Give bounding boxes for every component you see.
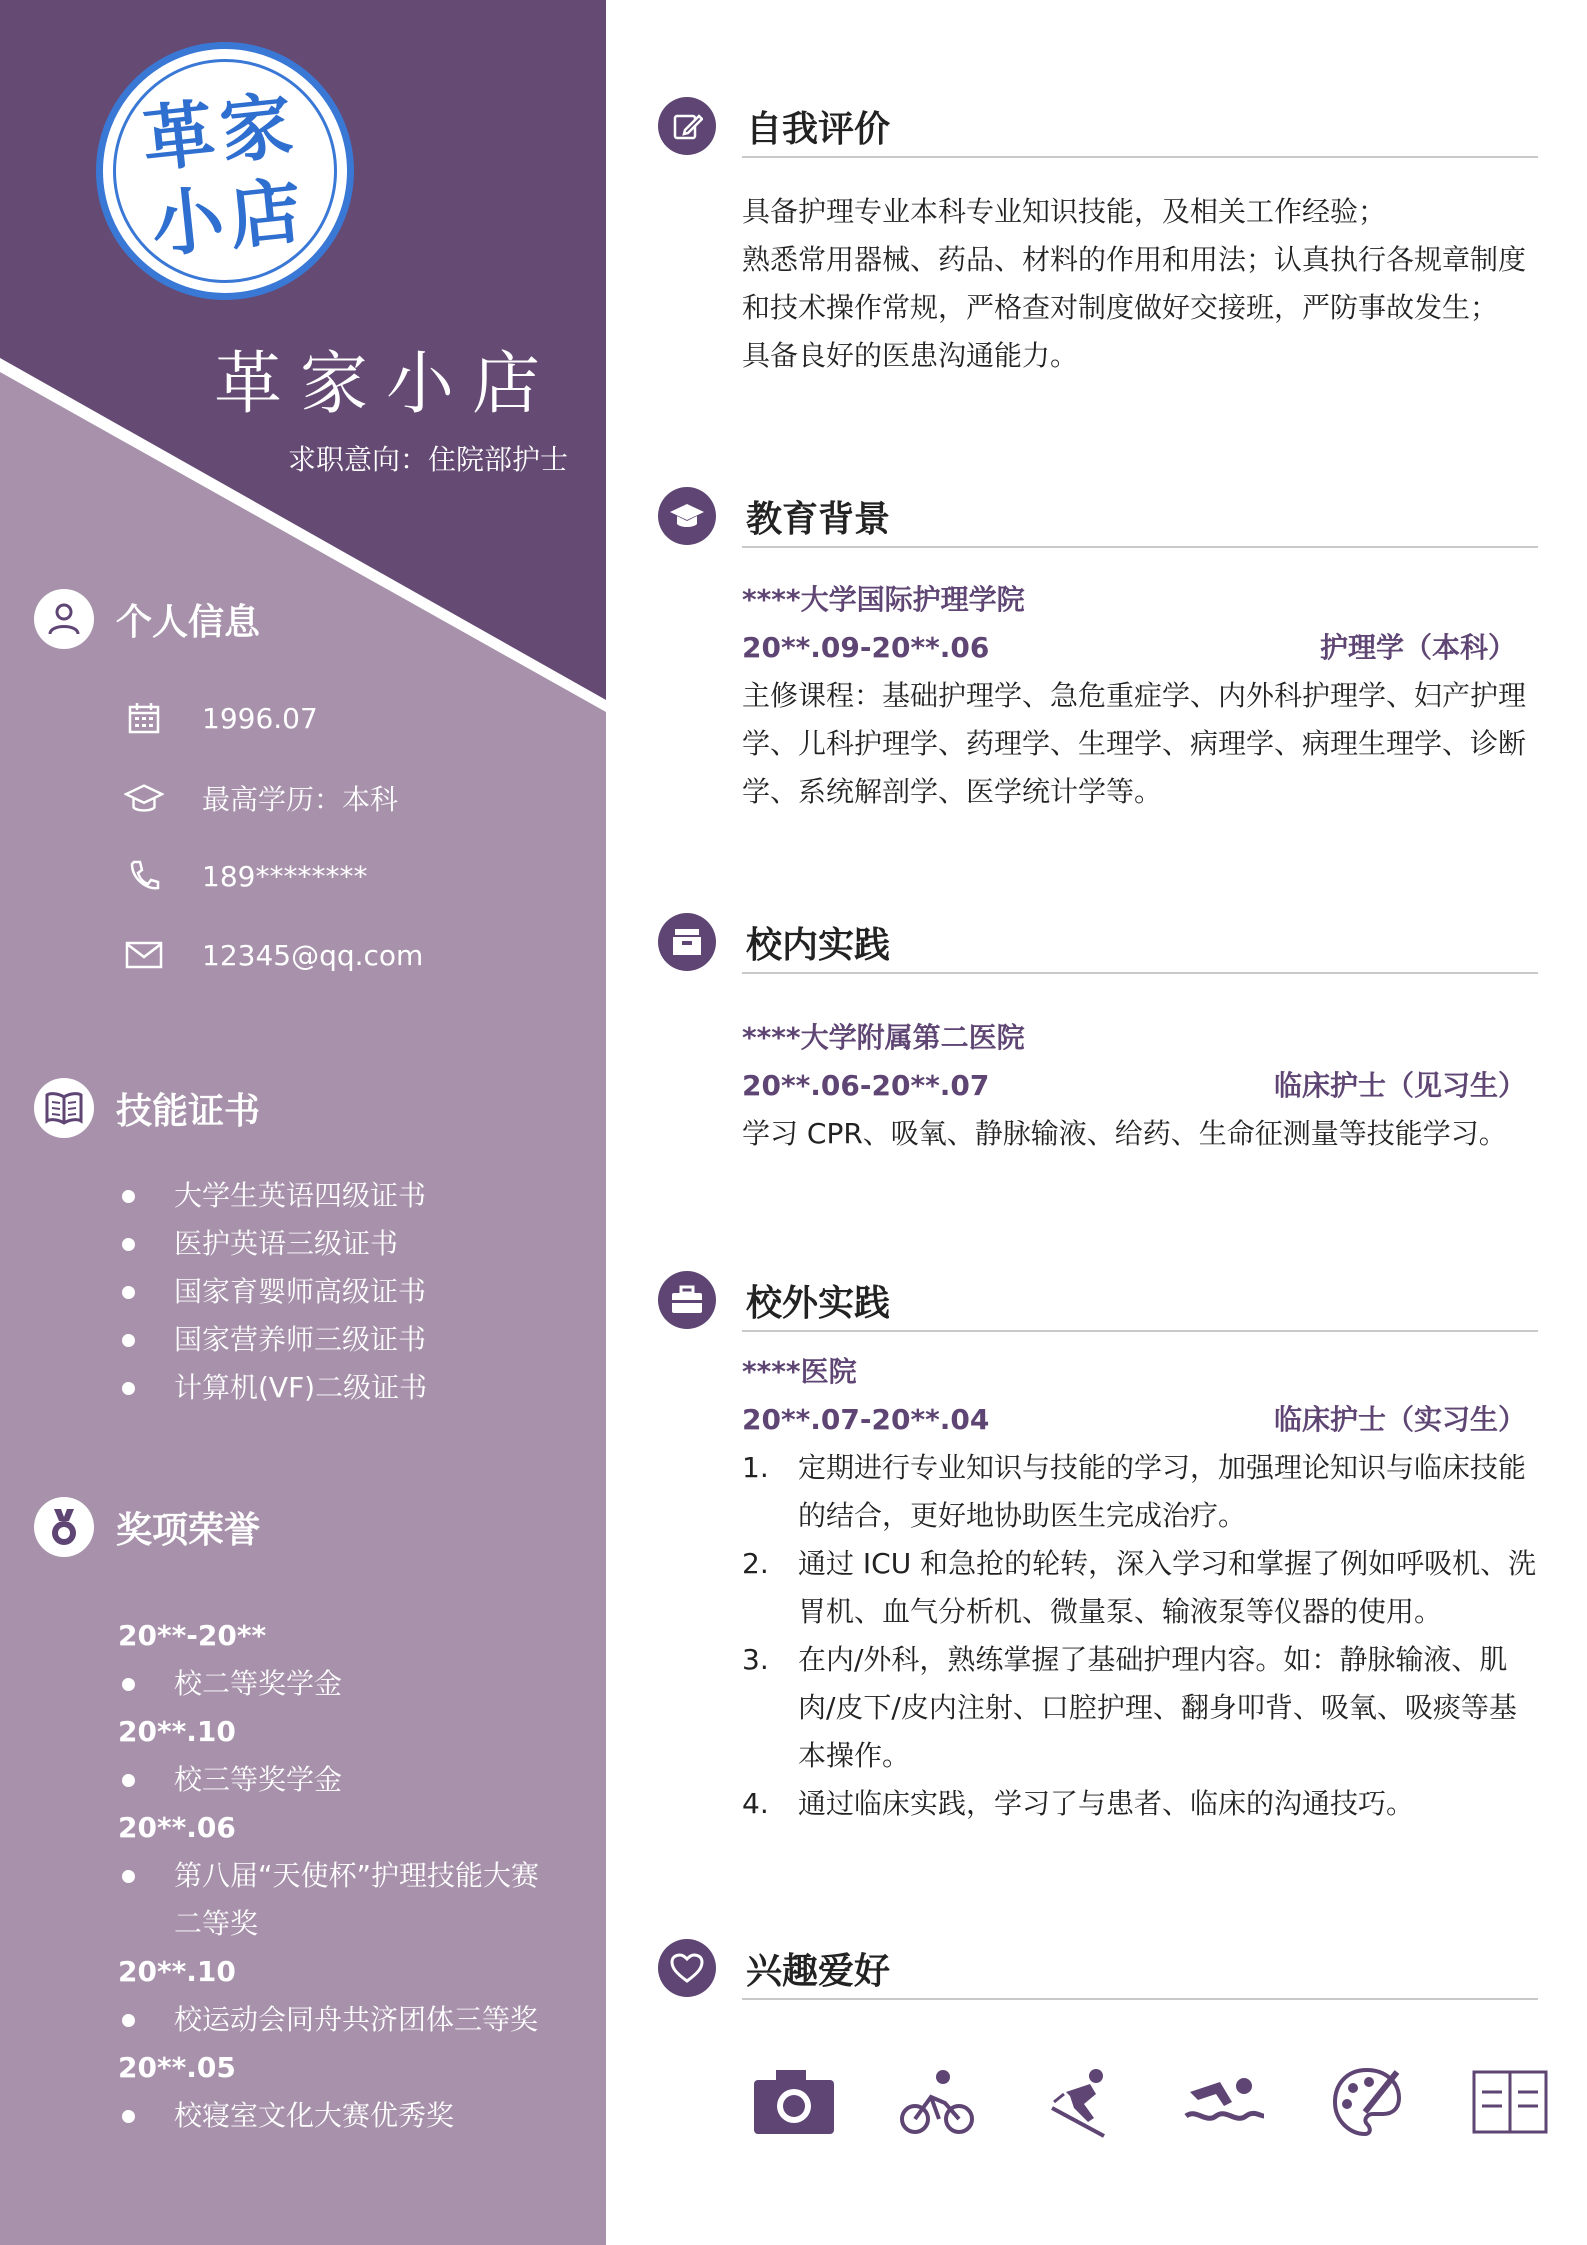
campus-description: 学习 CPR、吸氧、静脉输液、给药、生命征测量等技能学习。 [742, 1117, 1507, 1150]
phone-value: 189******** [202, 859, 368, 893]
skills-title: 技能证书 [116, 1090, 261, 1132]
campus-organization: ****大学附属第二医院 [742, 1021, 1025, 1054]
award-date: 20**.06 [118, 1811, 236, 1844]
list-item: 3. 在内/外科，熟练掌握了基础护理内容。如：静脉输液、肌肉/皮下/皮内注射、口腔护理、翻身叩背、吸氧、吸痰等基本操作。 [742, 1643, 1517, 1772]
campus-period: 20**.06-20**.07 [742, 1069, 990, 1102]
education-title: 教育背景 [746, 498, 891, 540]
self-evaluation-title: 自我评价 [746, 108, 891, 150]
phone-row [124, 856, 367, 896]
painting-icon [1325, 2062, 1409, 2142]
education-period: 20**.09-20**.06 [742, 631, 990, 664]
edit-icon [658, 97, 716, 155]
birth-value: 1996.07 [202, 701, 318, 735]
external-role: 临床护士（实习生） [1273, 1403, 1526, 1436]
award-date: 20**-20** [118, 1619, 267, 1652]
external-practice-title: 校外实践 [746, 1282, 891, 1324]
list-item: 4. 通过临床实践，学习了与患者、临床的沟通技巧。 [742, 1787, 1415, 1820]
candidate-name: 革家小店 [213, 345, 558, 424]
personal-info-heading [34, 589, 260, 649]
education-value: 最高学历：本科 [202, 783, 399, 816]
award-date: 20**.10 [118, 1715, 236, 1748]
skill-item: 医护英语三级证书 [118, 1220, 427, 1268]
email-value: 12345@qq.com [202, 938, 424, 972]
hobbies-title: 兴趣爱好 [746, 1950, 891, 1992]
logo-text-line1: 革家 [138, 81, 303, 183]
skill-item: 大学生英语四级证书 [118, 1172, 427, 1220]
divider [742, 1330, 1538, 1332]
email-row [124, 935, 423, 975]
divider [742, 546, 1538, 548]
awards-list [118, 1612, 578, 2140]
award-date: 20**.05 [118, 2051, 236, 2084]
hobbies-section [658, 1938, 1538, 1998]
reading-icon [1468, 2062, 1552, 2142]
skills-heading [34, 1078, 260, 1138]
external-period: 20**.07-20**.04 [742, 1403, 990, 1436]
swimming-icon [1182, 2062, 1266, 2142]
award-item: 校寝室文化大赛优秀奖 [118, 2092, 578, 2140]
self-evaluation-line: 具备护理专业本科专业知识技能，及相关工作经验； [742, 195, 1387, 228]
hobby-icons [752, 2062, 1552, 2142]
skills-list [118, 1172, 427, 1412]
campus-practice-section [658, 912, 1538, 1158]
sidebar [0, 0, 606, 2245]
self-evaluation-line: 熟悉常用器械、药品、材料的作用和用法；认真执行各规章制度和技术操作常规，严格查对制度做好交接班，严防事故发生； [742, 243, 1527, 324]
calendar-icon [124, 698, 164, 738]
campus-practice-title: 校内实践 [746, 924, 891, 966]
campus-role: 临床护士（见习生） [1273, 1069, 1526, 1102]
award-item: 校三等奖学金 [118, 1756, 578, 1804]
skiing-icon [1038, 2062, 1122, 2142]
briefcase-icon [658, 1271, 716, 1329]
award-item: 第八届“天使杯”护理技能大赛二等奖 [118, 1852, 554, 1948]
education-major: 护理学（本科） [1319, 631, 1516, 664]
external-organization: ****医院 [742, 1355, 857, 1388]
education-section [658, 486, 1538, 816]
self-evaluation-section [658, 96, 1538, 380]
education-courses: 主修课程：基础护理学、急危重症学、内外科护理学、妇产护理学、儿科护理学、药理学、生理学、病理学、病理生理学、诊断学、系统解剖学、医学统计学等。 [742, 679, 1527, 808]
heart-icon [658, 1939, 716, 1997]
education-row [124, 778, 398, 818]
awards-heading [34, 1497, 260, 1557]
mail-icon [124, 935, 164, 975]
self-evaluation-line: 具备良好的医患沟通能力。 [742, 339, 1079, 372]
personal-info-title: 个人信息 [116, 601, 261, 643]
list-item: 2. 通过 ICU 和急抢的轮转，深入学习和掌握了例如呼吸机、洗胃机、血气分析机、微量泵、输液泵等仪器的使用。 [742, 1547, 1537, 1628]
skill-item: 国家营养师三级证书 [118, 1316, 427, 1364]
job-intent: 求职意向：住院部护士 [287, 443, 568, 476]
school-name: ****大学国际护理学院 [742, 583, 1025, 616]
cycling-icon [895, 2062, 979, 2142]
book-icon [34, 1078, 94, 1138]
user-icon [34, 589, 94, 649]
award-date: 20**.10 [118, 1955, 236, 1988]
award-item: 校运动会同舟共济团体三等奖 [118, 1996, 578, 2044]
graduation-cap-icon [658, 487, 716, 545]
inbox-icon [658, 913, 716, 971]
skill-item: 计算机(VF)二级证书 [118, 1364, 427, 1412]
divider [742, 1998, 1538, 2000]
divider [742, 972, 1538, 974]
external-practice-section [658, 1270, 1538, 1828]
divider [742, 156, 1538, 158]
birth-row [124, 698, 318, 738]
graduation-cap-icon [124, 778, 164, 818]
phone-icon [124, 856, 164, 896]
logo-text-line2: 小店 [147, 166, 312, 268]
logo-seal [96, 42, 354, 300]
skill-item: 国家育婴师高级证书 [118, 1268, 427, 1316]
award-item: 校二等奖学金 [118, 1660, 578, 1708]
awards-title: 奖项荣誉 [116, 1509, 261, 1551]
medal-icon [34, 1497, 94, 1557]
camera-icon [752, 2062, 836, 2142]
list-item: 1. 定期进行专业知识与技能的学习，加强理论知识与临床技能的结合，更好地协助医生完成治疗。 [742, 1451, 1527, 1532]
